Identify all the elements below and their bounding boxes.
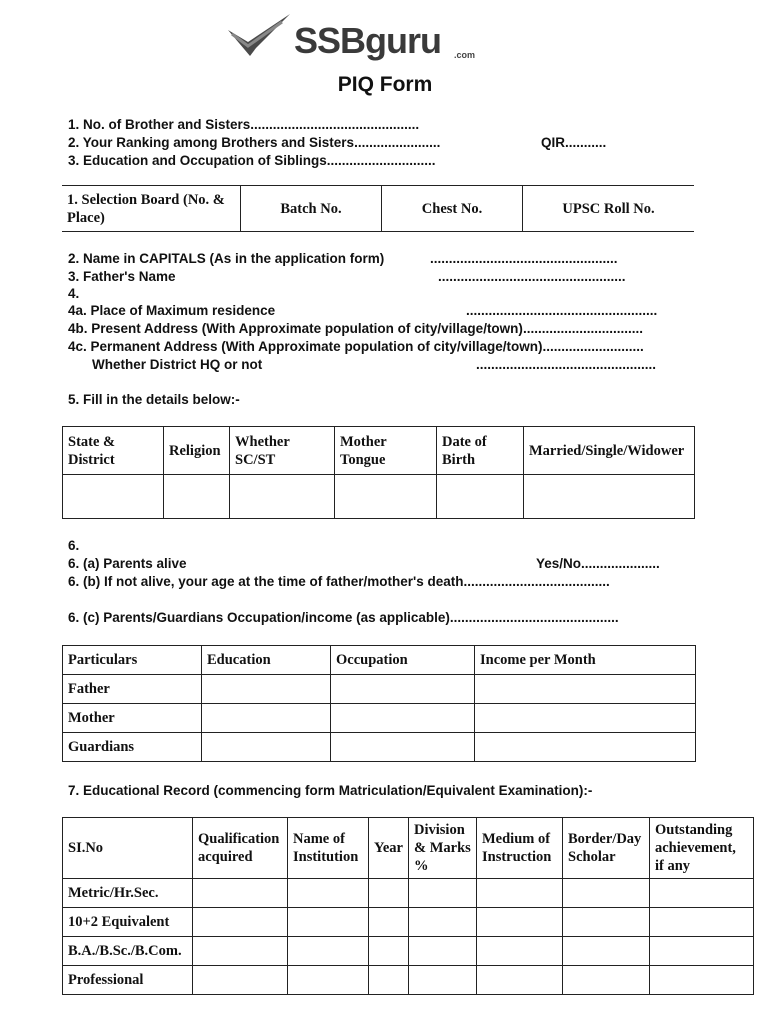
line-place-residence: 4a. Place of Maximum residence — [68, 303, 276, 318]
cell[interactable] — [477, 937, 563, 966]
parents-table — [62, 645, 696, 762]
header-religion: Religion — [164, 427, 230, 475]
cell[interactable] — [409, 908, 477, 937]
line-guardian-occupation: 6. (c) Parents/Guardians Occupation/income (as applicable)............................................. — [68, 610, 619, 625]
cell-state-district[interactable] — [63, 475, 164, 519]
cell[interactable] — [563, 908, 650, 937]
line-present-address: 4b. Present Address (With Approximate population of city/village/town)................................ — [68, 321, 643, 336]
table-row — [63, 675, 696, 704]
page-title: PIQ Form — [337, 73, 433, 96]
cell[interactable] — [563, 937, 650, 966]
line-siblings-education: 3. Education and Occupation of Siblings............................. — [68, 153, 436, 168]
header-upsc-roll-no: UPSC Roll No. — [523, 186, 695, 232]
row-label-graduation: B.A./B.Sc./B.Com. — [63, 937, 193, 966]
education-table — [62, 817, 754, 995]
header-chest-no: Chest No. — [382, 186, 523, 232]
cell-date-of-birth[interactable] — [437, 475, 524, 519]
section5-heading: 5. Fill in the details below:- — [68, 392, 240, 407]
header-division-marks: Division & Marks % — [409, 818, 477, 879]
line-parents-alive: 6. (a) Parents alive — [68, 556, 187, 571]
section7-heading: 7. Educational Record (commencing form Matriculation/Equivalent Examination):- — [68, 783, 593, 798]
cell[interactable] — [288, 966, 369, 995]
header-mother-tongue: Mother Tongue — [335, 427, 437, 475]
cell-religion[interactable] — [164, 475, 230, 519]
cell[interactable] — [193, 879, 288, 908]
row-label-matric: Metric/Hr.Sec. — [63, 879, 193, 908]
row-label-10plus2: 10+2 Equivalent — [63, 908, 193, 937]
cell-marital-status[interactable] — [524, 475, 695, 519]
cell-mother-tongue[interactable] — [335, 475, 437, 519]
line-father-name: 3. Father's Name — [68, 269, 176, 284]
check-mark-icon — [226, 12, 296, 60]
header-date-of-birth: Date of Birth — [437, 427, 524, 475]
cell[interactable] — [193, 937, 288, 966]
yes-no-field: Yes/No..................... — [536, 556, 660, 571]
line-age-at-death: 6. (b) If not alive, your age at the time of father/mother's death....................................... — [68, 574, 610, 589]
brand-suffix: .com — [454, 50, 476, 60]
header-particulars: Particulars — [63, 646, 202, 675]
cell[interactable] — [288, 908, 369, 937]
dots-name-capitals: .................................................. — [430, 251, 618, 266]
header-education: Education — [202, 646, 331, 675]
cell[interactable] — [409, 879, 477, 908]
cell-mother-income[interactable] — [475, 704, 696, 733]
header-sc-st: Whether SC/ST — [230, 427, 335, 475]
cell[interactable] — [369, 937, 409, 966]
line-4: 4. — [68, 286, 80, 301]
cell-father-education[interactable] — [202, 675, 331, 704]
cell[interactable] — [409, 937, 477, 966]
row-label-father: Father — [63, 675, 202, 704]
line-permanent-address: 4c. Permanent Address (With Approximate population of city/village/town)........................... — [68, 339, 644, 354]
cell[interactable] — [650, 908, 754, 937]
header-qualification: Qualification acquired — [193, 818, 288, 879]
dots-district-hq: ................................................ — [476, 357, 657, 372]
dots-place-residence: ................................................... — [466, 303, 658, 318]
header-institution: Name of Institution — [288, 818, 369, 879]
cell[interactable] — [563, 966, 650, 995]
table-row — [63, 966, 754, 995]
brand-name: SSBguru — [294, 20, 442, 61]
qir-field: QIR........... — [541, 135, 607, 150]
table-row — [63, 733, 696, 762]
line-district-hq: Whether District HQ or not — [92, 357, 263, 372]
cell[interactable] — [193, 908, 288, 937]
row-label-mother: Mother — [63, 704, 202, 733]
table-row — [63, 908, 754, 937]
cell-guardians-education[interactable] — [202, 733, 331, 762]
cell[interactable] — [288, 879, 369, 908]
header-si-no: SI.No — [63, 818, 193, 879]
row-label-guardians: Guardians — [63, 733, 202, 762]
cell-guardians-income[interactable] — [475, 733, 696, 762]
cell-father-income[interactable] — [475, 675, 696, 704]
table-row — [63, 879, 754, 908]
header-marital-status: Married/Single/Widower — [524, 427, 695, 475]
header-batch-no: Batch No. — [241, 186, 382, 232]
cell[interactable] — [369, 966, 409, 995]
header-medium: Medium of Instruction — [477, 818, 563, 879]
cell[interactable] — [409, 966, 477, 995]
line-brothers-sisters: 1. No. of Brother and Sisters............................................. — [68, 117, 420, 132]
cell[interactable] — [288, 937, 369, 966]
table-row — [63, 704, 696, 733]
cell-guardians-occupation[interactable] — [331, 733, 475, 762]
cell-mother-occupation[interactable] — [331, 704, 475, 733]
cell[interactable] — [650, 966, 754, 995]
table-row — [63, 937, 754, 966]
header-income: Income per Month — [475, 646, 696, 675]
line-name-capitals: 2. Name in CAPITALS (As in the application form) — [68, 251, 385, 266]
dots-father-name: .................................................. — [438, 269, 626, 284]
row-label-professional: Professional — [63, 966, 193, 995]
line-ranking: 2. Your Ranking among Brothers and Sisters....................... — [68, 135, 441, 150]
cell[interactable] — [477, 908, 563, 937]
header-achievement: Outstanding achievement, if any — [650, 818, 754, 879]
line-6: 6. — [68, 538, 80, 553]
cell[interactable] — [369, 908, 409, 937]
cell[interactable] — [369, 879, 409, 908]
brand-logo — [226, 12, 486, 64]
personal-details-table — [62, 426, 695, 519]
cell-sc-st[interactable] — [230, 475, 335, 519]
selection-board-table — [62, 185, 694, 232]
cell-father-occupation[interactable] — [331, 675, 475, 704]
header-state-district: State & District — [63, 427, 164, 475]
cell[interactable] — [650, 937, 754, 966]
header-occupation: Occupation — [331, 646, 475, 675]
header-selection-board: 1. Selection Board (No. & Place) — [62, 186, 241, 232]
cell[interactable] — [563, 879, 650, 908]
cell-mother-education[interactable] — [202, 704, 331, 733]
cell[interactable] — [477, 879, 563, 908]
cell[interactable] — [650, 879, 754, 908]
header-scholar-type: Border/Day Scholar — [563, 818, 650, 879]
header-year: Year — [369, 818, 409, 879]
cell[interactable] — [477, 966, 563, 995]
cell[interactable] — [193, 966, 288, 995]
